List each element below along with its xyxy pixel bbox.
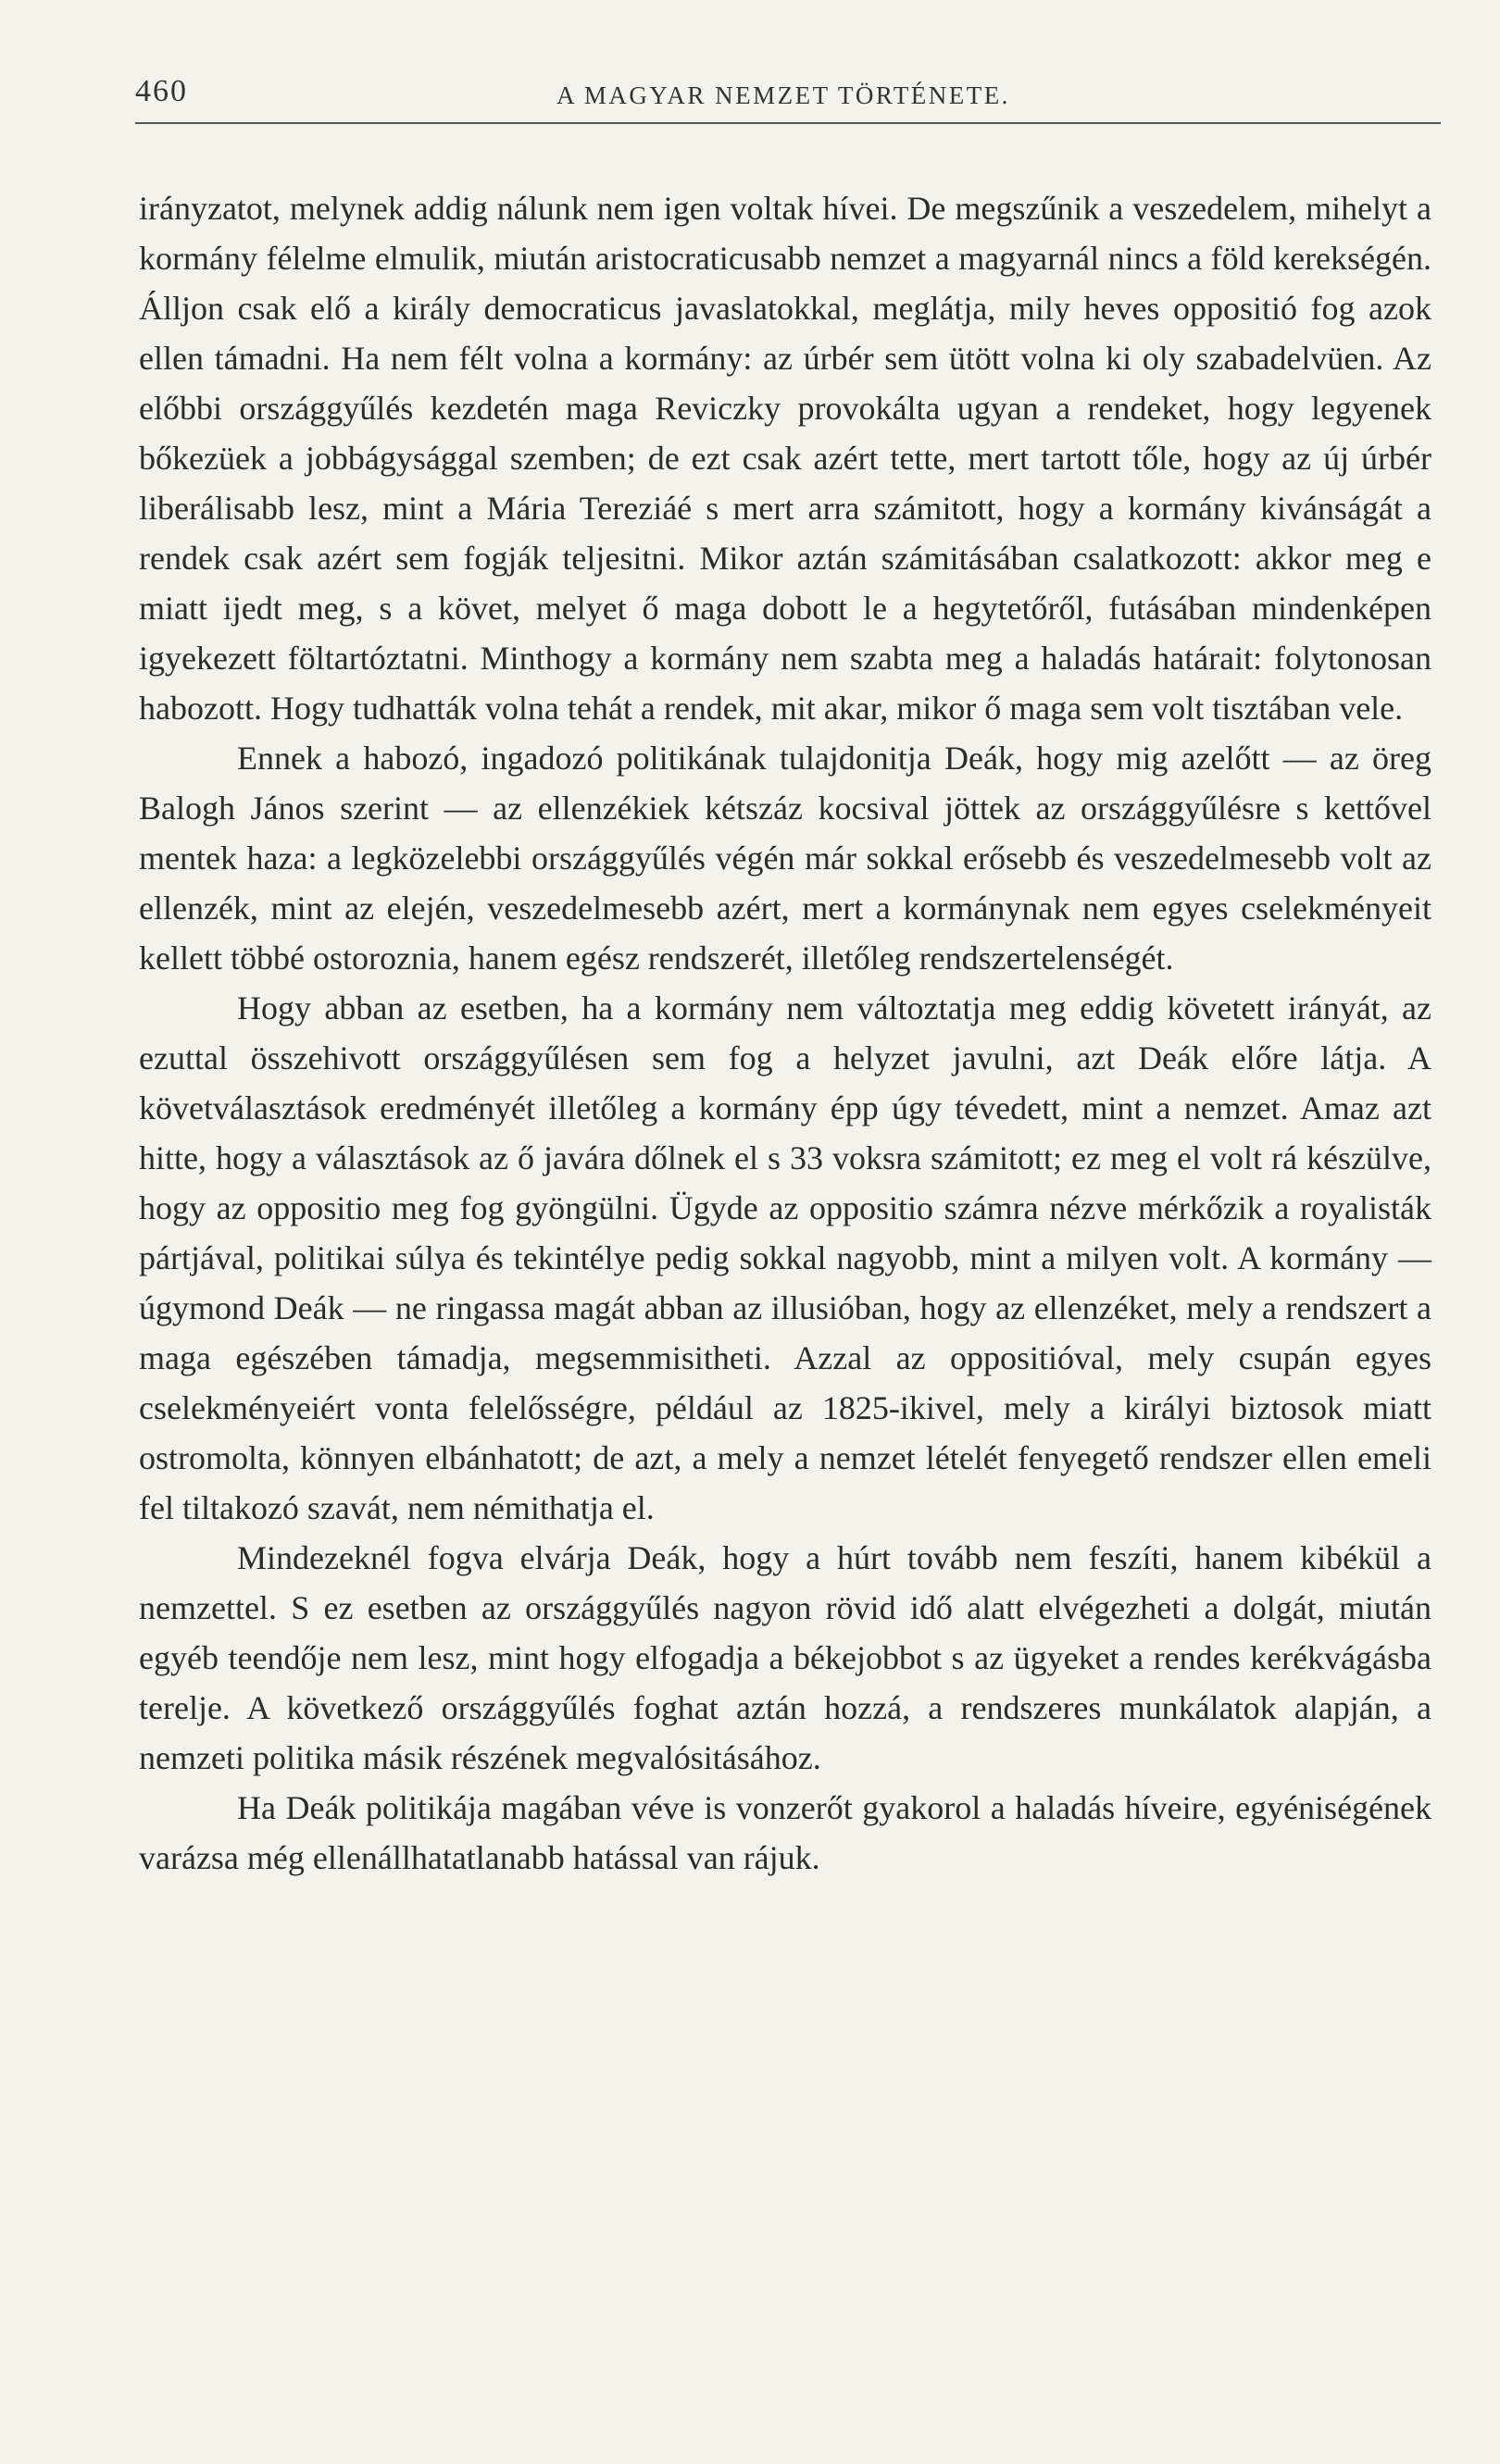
page-header <box>135 72 1431 118</box>
paragraph-2: Ennek a habozó, ingadozó politikának tulajdonitja Deák, hogy mig azelőtt — az öreg Balogh János szerint — az ellenzékiek kétszáz kocsival jöttek az országgyűlésre s kettővel mentek haza: a legközelebbi országgyűlés végén már sokkal erősebb és veszedelmesebb volt az ellenzék, mint az elején, veszedelmesebb azért, mert a kormánynak nem egyes cselekményeit kellett többé ostoroznia, hanem egész rendszerét, illetőleg rendszertelenségét. <box>139 740 1431 977</box>
paragraph-3: Hogy abban az esetben, ha a kormány nem változtatja meg eddig követett irányát, az ezuttal összehivott országgyűlésen sem fog a helyzet javulni, azt Deák előre látja. A követválasztások eredményét illetőleg a kormány épp úgy tévedett, mint a nemzet. Amaz azt hitte, hogy a választások az ő javára dőlnek el s 33 voksra számitott; ez meg el volt rá készülve, hogy az oppositio meg fog gyöngülni. Ügyde az oppositio számra nézve mérkőzik a royalisták pártjával, politikai súlya és tekintélye pedig sokkal nagyobb, mint a milyen volt. A kormány — úgymond Deák — ne ringassa magát abban az illusióban, hogy az ellenzéket, mely a rendszert a maga egészében támadja, megsemmisitheti. Azzal az oppositióval, mely csupán egyes cselekményeiért vonta felelősségre, például az 1825-ikivel, mely a királyi biztosok miatt ostromolta, könnyen elbánhatott; de azt, a mely a nemzet lételét fenyegető rendszer ellen emeli fel tiltakozó szavát, nem némithatja el. <box>139 989 1431 1526</box>
paragraph-5: Ha Deák politikája magában véve is vonzerőt gyakorol a haladás híveire, egyéniségének varázsa még ellenállhatatlanabb hatással van rájuk. <box>139 1789 1431 1876</box>
paragraph-4: Mindezeknél fogva elvárja Deák, hogy a húrt tovább nem feszíti, hanem kibékül a nemzettel. S ez esetben az országgyűlés nagyon rövid idő alatt elvégezheti a dolgát, miután egyéb teendője nem lesz, mint hogy elfogadja a békejobbot s az ügyeket a rendes kerékvágásba terelje. A következő országgyűlés foghat aztán hozzá, a rendszeres munkálatok alapján, a nemzeti politika másik részének megvalósitásához. <box>139 1539 1431 1776</box>
paragraph-1: irányzatot, melynek addig nálunk nem igen voltak hívei. De megszűnik a veszedelem, mihelyt a kormány félelme elmulik, miután aristocraticusabb nemzet a magyarnál nincs a föld kerekségén. Álljon csak elő a király democraticus javaslatokkal, meglátja, mily heves oppositió fog azok ellen támadni. Ha nem félt volna a kormány: az úrbér sem ütött volna ki oly szabadelvüen. Az előbbi országgyűlés kezdetén maga Reviczky provokálta ugyan a rendeket, hogy legyenek bőkezüek a jobbágysággal szemben; de ezt csak azért tette, mert tartott tőle, hogy az új úrbér liberálisabb lesz, mint a Mária Tereziáé s mert arra számitott, hogy a kormány kivánságát a rendek csak azért sem fogják teljesitni. Mikor aztán számitásában csalatkozott: akkor meg e miatt ijedt meg, s a követ, melyet ő maga dobott le a hegytetőről, futásában mindenképen igyekezett föltartóztatni. Minthogy a kormány nem szabta meg a haladás határait: folytonosan habozott. Hogy tudhatták volna tehát a rendek, mit akar, mikor ő maga sem volt tisztában vele. <box>139 190 1431 727</box>
page-number: 460 <box>135 74 188 108</box>
header-rule <box>135 122 1441 124</box>
running-title: A MAGYAR NEMZET TÖRTÉNETE. <box>556 81 1010 109</box>
body-text <box>139 183 1431 1883</box>
